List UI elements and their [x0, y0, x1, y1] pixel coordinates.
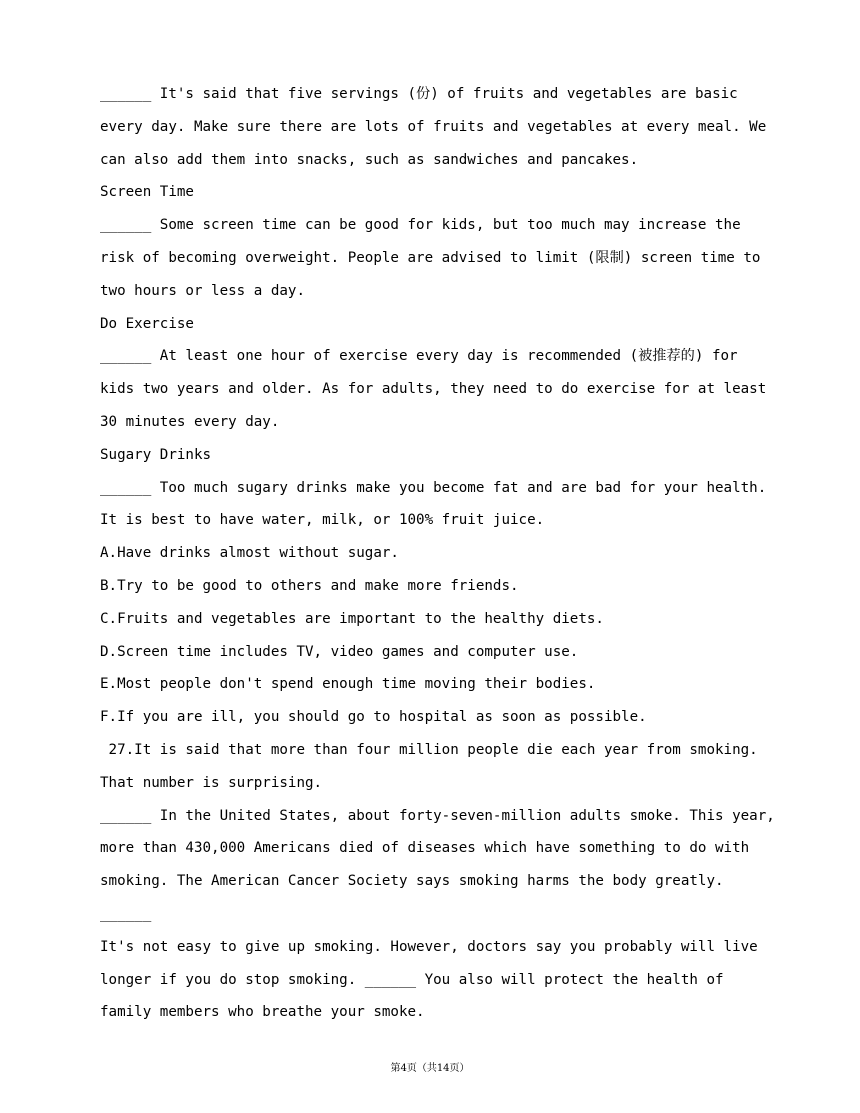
question-27-intro: 27.It is said that more than four million people die each year from smoking.: [100, 741, 758, 758]
text-line: smoking. The American Cancer Society says smoking harms the body greatly.: [100, 873, 724, 890]
text-line: kids two years and older. As for adults, they need to do exercise for at least: [100, 381, 767, 398]
option-c: C.Fruits and vegetables are important to the healthy diets.: [100, 610, 604, 627]
document-body: [100, 78, 780, 1029]
text-line: That number is surprising.: [100, 774, 323, 791]
option-b: B.Try to be good to others and make more friends.: [100, 577, 519, 594]
option-e: E.Most people don't spend enough time moving their bodies.: [100, 676, 596, 693]
text-line: risk of becoming overweight. People are advised to limit (限制) screen time to: [100, 249, 761, 266]
text-line: can also add them into snacks, such as sandwiches and pancakes.: [100, 151, 639, 168]
text-line: every day. Make sure there are lots of fruits and vegetables at every meal. We: [100, 118, 767, 135]
section-heading-screen-time: Screen Time: [100, 184, 194, 201]
text-line: family members who breathe your smoke.: [100, 1004, 425, 1021]
answer-blank: ______: [100, 905, 152, 922]
option-d: D.Screen time includes TV, video games and computer use.: [100, 643, 579, 660]
text-line: ______ Some screen time can be good for kids, but too much may increase the: [100, 217, 741, 234]
text-line: two hours or less a day.: [100, 282, 305, 299]
section-heading-do-exercise: Do Exercise: [100, 315, 194, 332]
option-a: A.Have drinks almost without sugar.: [100, 545, 399, 562]
page-footer: 第4页（共14页）: [390, 1063, 470, 1074]
text-line: It's not easy to give up smoking. However, doctors say you probably will live: [100, 938, 758, 955]
text-line: more than 430,000 Americans died of diseases which have something to do with: [100, 840, 750, 857]
section-heading-sugary-drinks: Sugary Drinks: [100, 446, 212, 463]
text-line: longer if you do stop smoking. ______ You also will protect the health of: [100, 971, 724, 988]
option-f: F.If you are ill, you should go to hospital as soon as possible.: [100, 709, 647, 726]
text-line: It is best to have water, milk, or 100% fruit juice.: [100, 512, 545, 529]
text-line: 30 minutes every day.: [100, 413, 280, 430]
text-line: ______ At least one hour of exercise every day is recommended (被推荐的) for: [100, 348, 738, 365]
text-line: ______ In the United States, about forty-seven-million adults smoke. This year,: [100, 807, 775, 824]
text-line: ______ It's said that five servings (份) of fruits and vegetables are basic: [100, 86, 738, 102]
text-line: ______ Too much sugary drinks make you become fat and are bad for your health.: [100, 479, 767, 496]
